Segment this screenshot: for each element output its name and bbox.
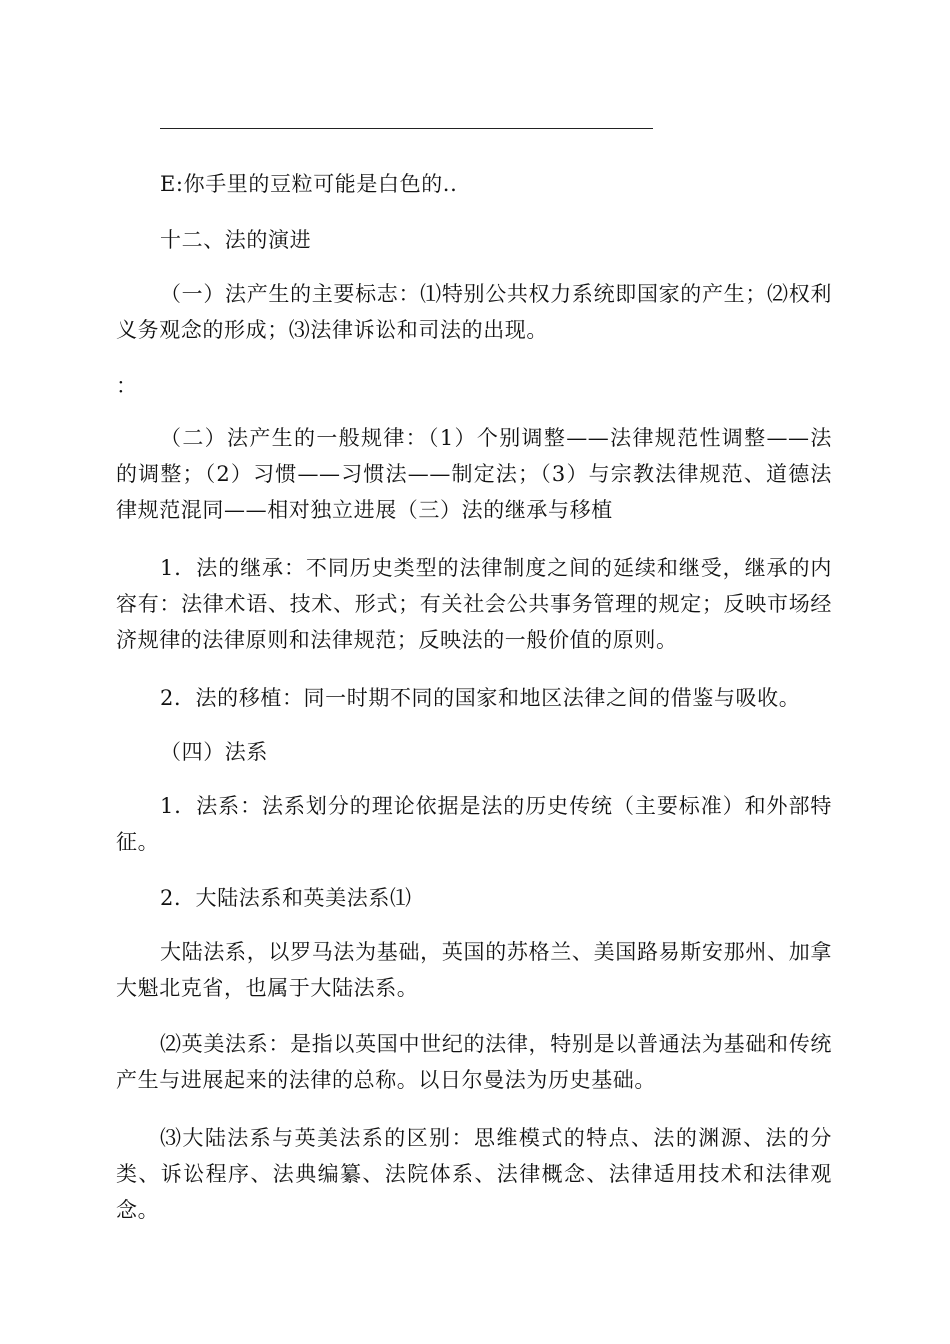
paragraph-law-origin-rules: （二）法产生的一般规律：（1）个别调整——法律规范性调整——法的调整；（2）习惯——习惯法——制定法；（3）与宗教法律规范、道德法律规范混同——相对独立进展（三）法的继承与移植 — [116, 426, 832, 522]
horizontal-rule — [160, 128, 653, 129]
paragraph-legal-family-definition: 1．法系：法系划分的理论依据是法的历史传统（主要标准）和外部特征。 — [116, 794, 832, 854]
stray-colon: ： — [116, 374, 138, 398]
paragraph-common-law: ⑵英美法系：是指以英国中世纪的法律，特别是以普通法为基础和传统产生与进展起来的法律的总称。以日尔曼法为历史基础。 — [116, 1032, 832, 1092]
paragraph-civil-law: 大陆法系，以罗马法为基础，英国的苏格兰、美国路易斯安那州、加拿大魁北克省，也属于大陆法系。 — [116, 940, 832, 1000]
paragraph-differences: ⑶大陆法系与英美法系的区别：思维模式的特点、法的渊源、法的分类、诉讼程序、法典编纂、法院体系、法律概念、法律适用技术和法律观念。 — [116, 1126, 832, 1222]
paragraph-civil-common-law-heading: 2．大陆法系和英美法系⑴ — [160, 886, 412, 910]
paragraph-law-origin-marks: （一）法产生的主要标志：⑴特别公共权力系统即国家的产生；⑵权利义务观念的形成；⑶法律诉讼和司法的出现。 — [116, 282, 832, 342]
paragraph-answer-e: E:你手里的豆粒可能是白色的.. — [160, 172, 458, 196]
paragraph-law-transplant: 2．法的移植：同一时期不同的国家和地区法律之间的借鉴与吸收。 — [160, 686, 801, 710]
subheading-legal-family: （四）法系 — [160, 740, 268, 764]
paragraph-law-inheritance: 1．法的继承：不同历史类型的法律制度之间的延续和继受，继承的内容有：法律术语、技术、形式；有关社会公共事务管理的规定；反映市场经济规律的法律原则和法律规范；反映法的一般价值的原则。 — [116, 556, 832, 652]
section-heading: 十二、法的演进 — [160, 228, 312, 252]
